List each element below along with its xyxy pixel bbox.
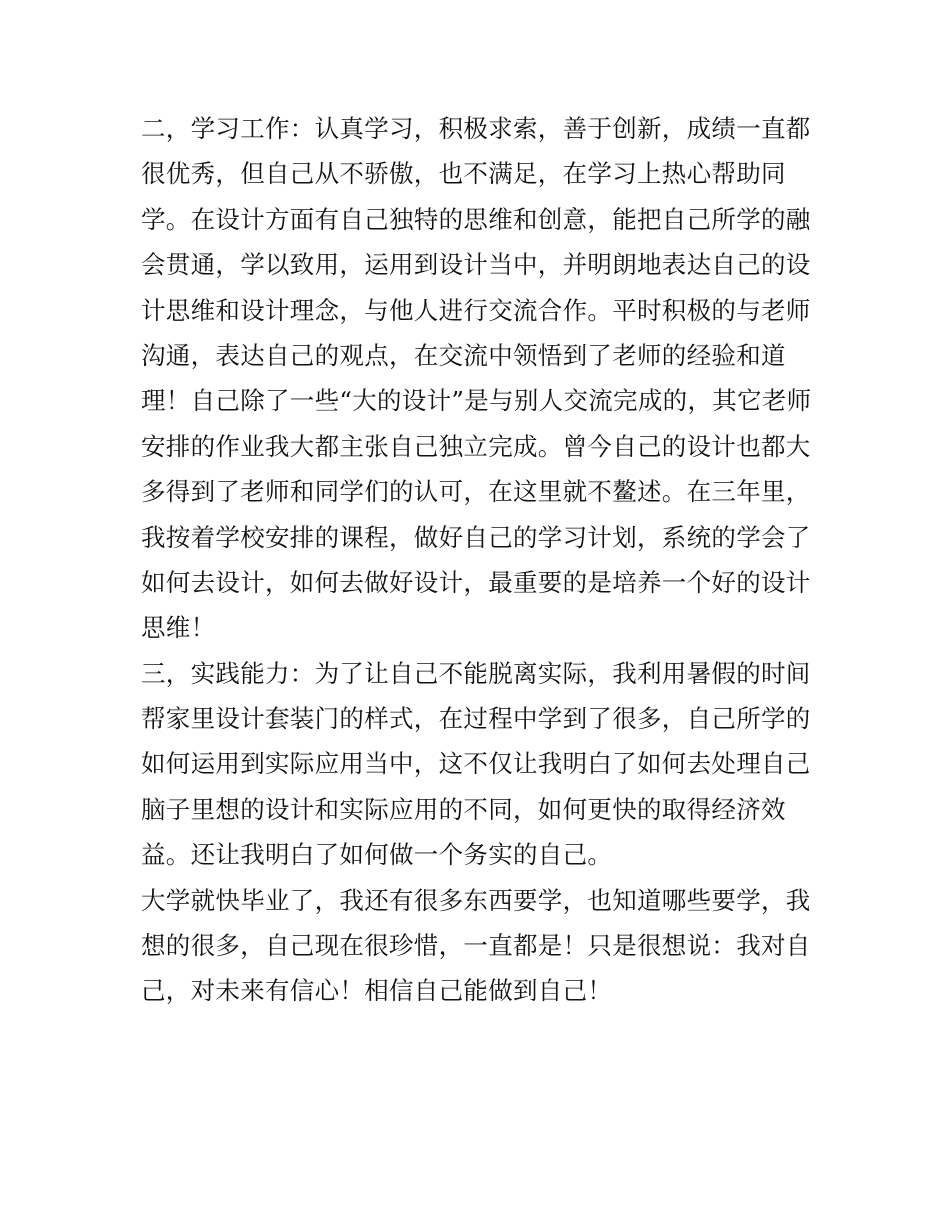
text-line: 如何运用到实际应用当中，这不仅让我明白了如何去处理自己 <box>141 749 811 779</box>
text-line: 很优秀，但自己从不骄傲，也不满足，在学习上热心帮助同 <box>141 159 786 189</box>
text-line: 益。还让我明白了如何做一个务实的自己。 <box>141 840 613 870</box>
paragraph-practice <box>141 651 821 878</box>
text-line: 帮家里设计套装门的样式，在过程中学到了很多，自己所学的 <box>141 704 811 734</box>
text-line: 想的很多，自己现在很珍惜，一直都是！只是很想说：我对自 <box>141 931 811 961</box>
text-line: 如何去设计，如何去做好设计，最重要的是培养一个好的设计 <box>141 567 811 597</box>
text-line: 理！自己除了一些“大的设计”是与别人交流完成的，其它老师 <box>141 386 812 416</box>
text-line: 大学就快毕业了，我还有很多东西要学，也知道哪些要学，我 <box>141 885 811 915</box>
text-line: 安排的作业我大都主张自己独立完成。曾今自己的设计也都大 <box>141 431 811 461</box>
text-line: 会贯通，学以致用，运用到设计当中，并明朗地表达自己的设 <box>141 250 811 280</box>
text-line: 计思维和设计理念，与他人进行交流合作。平时积极的与老师 <box>141 295 811 325</box>
text-line: 三，实践能力：为了让自己不能脱离实际，我利用暑假的时间 <box>141 658 811 688</box>
text-line: 脑子里想的设计和实际应用的不同，如何更快的取得经济效 <box>141 794 786 824</box>
text-line: 学。在设计方面有自己独特的思维和创意，能把自己所学的融 <box>141 204 811 234</box>
paragraph-study-work <box>141 106 821 651</box>
text-line: 二，学习工作：认真学习，积极求索，善于创新，成绩一直都 <box>141 114 811 143</box>
text-line: 己，对未来有信心！相信自己能做到自己！ <box>141 976 613 1006</box>
text-line: 我按着学校安排的课程，做好自己的学习计划，系统的学会了 <box>141 522 811 552</box>
text-line: 思维！ <box>141 613 216 643</box>
document-body <box>141 106 821 1014</box>
text-line: 沟通，表达自己的观点，在交流中领悟到了老师的经验和道 <box>141 340 786 370</box>
text-line: 多得到了老师和同学们的认可，在这里就不鳌述。在三年里， <box>141 477 811 507</box>
paragraph-closing <box>141 878 821 1014</box>
